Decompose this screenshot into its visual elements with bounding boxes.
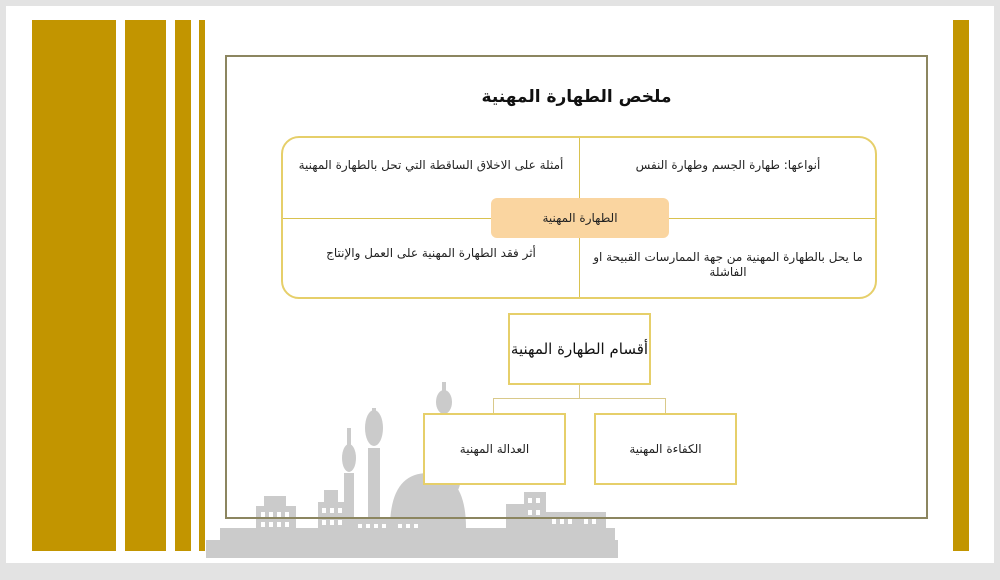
presentation-slide <box>6 6 994 563</box>
org-connector <box>493 398 666 399</box>
decorative-gold-bar-right <box>953 20 969 551</box>
org-chart-child-competence: الكفاءة المهنية <box>594 413 737 485</box>
org-connector <box>665 398 666 413</box>
matrix-cell-top-right: أنواعها: طهارة الجسم وطهارة النفس <box>635 158 821 172</box>
org-chart-root: أقسام الطهارة المهنية <box>508 313 651 385</box>
matrix-diagram <box>281 136 877 299</box>
content-frame <box>225 55 928 519</box>
decorative-gold-bar <box>199 20 205 551</box>
matrix-center-label: الطهارة المهنية <box>491 198 669 238</box>
slide-title: ملخص الطهارة المهنية <box>481 87 672 107</box>
decorative-gold-bar <box>32 20 116 551</box>
matrix-cell-bottom-left: أثر فقد الطهارة المهنية على العمل والإنتاج <box>326 246 536 260</box>
matrix-cell-top-left: أمثلة على الاخلاق الساقطة التي تحل بالطهارة المهنية <box>298 158 564 172</box>
decorative-gold-bar <box>175 20 191 551</box>
decorative-gold-bar <box>125 20 166 551</box>
org-connector <box>579 385 580 398</box>
org-connector <box>493 398 494 413</box>
matrix-cell-bottom-right: ما يحل بالطهارة المهنية من جهة الممارسات القبيحة او الفاشلة <box>593 250 863 279</box>
org-chart-child-justice: العدالة المهنية <box>423 413 566 485</box>
